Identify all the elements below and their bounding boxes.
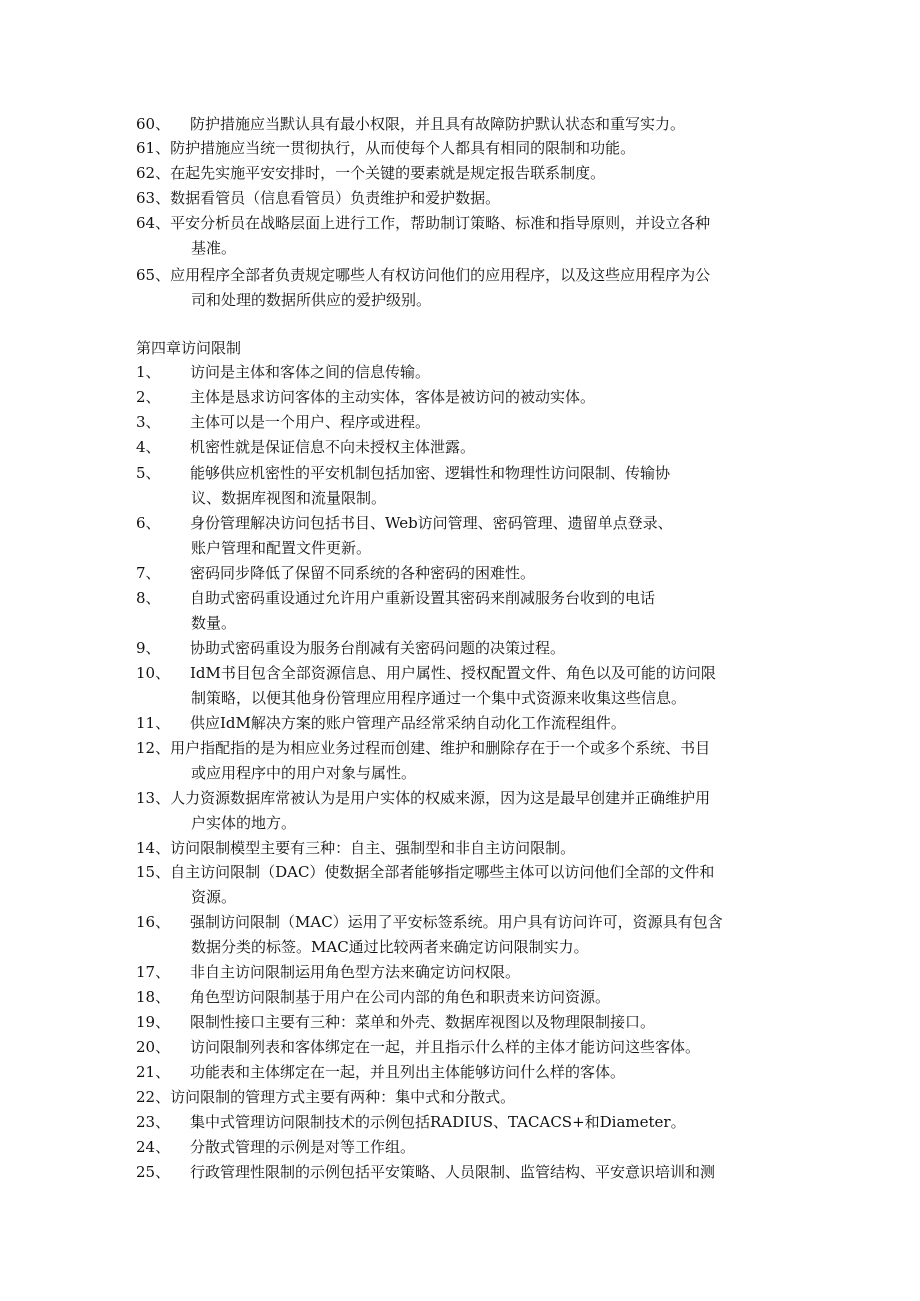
item-continuation: 司和处理的数据所供应的爱护级别。 (191, 291, 432, 309)
item-number: 23、 (136, 1113, 171, 1131)
item-text: 强制访问限制（MAC）运用了平安标签系统。用户具有访问许可，资源具有包含 (190, 913, 723, 931)
list-item (136, 1035, 796, 1060)
list-item (136, 136, 796, 161)
item-number: 4、 (136, 438, 161, 456)
item-continuation: 基准。 (191, 239, 237, 257)
item-number: 6、 (136, 514, 161, 532)
item-continuation: 或应用程序中的用户对象与属性。 (191, 764, 417, 782)
item-number: 2、 (136, 388, 161, 406)
item-text: 能够供应机密性的平安机制包括加密、逻辑性和物理性访问限制、传输协 (190, 464, 671, 482)
item-text: 访问是主体和客体之间的信息传输。 (190, 363, 431, 381)
item-number: 25、 (136, 1163, 171, 1181)
item-text: 应用程序全部者负责规定哪些人有权访问他们的应用程序，以及这些应用程序为公 (170, 266, 711, 284)
list-item (136, 786, 796, 836)
item-text: 自助式密码重设通过允许用户重新设置其密码来削减服务台收到的电话 (190, 589, 656, 607)
list-item (136, 1160, 796, 1185)
item-text: 主体可以是一个用户、程序或进程。 (190, 413, 431, 431)
item-continuation: 数据分类的标签。MAC通过比较两者来确定访问限制实力。 (191, 938, 589, 956)
item-number: 17、 (136, 963, 171, 981)
item-number: 11、 (136, 714, 171, 732)
item-text: 机密性就是保证信息不向未授权主体泄露。 (190, 438, 476, 456)
list-item (136, 636, 796, 661)
item-continuation: 议、数据库视图和流量限制。 (191, 489, 387, 507)
item-number: 14、 (136, 839, 171, 857)
list-item (136, 112, 796, 137)
item-number: 21、 (136, 1063, 171, 1081)
list-item (136, 511, 796, 561)
list-item (136, 1060, 796, 1085)
item-text: 主体是恳求访问客体的主动实体，客体是被访问的被动实体。 (190, 388, 596, 406)
list-item (136, 435, 796, 460)
item-number: 16、 (136, 913, 171, 931)
list-item (136, 410, 796, 435)
item-continuation: 数量。 (191, 614, 237, 632)
item-text: 防护措施应当默认具有最小权限，并且具有故障防护默认状态和重写实力。 (190, 115, 686, 133)
list-item (136, 461, 796, 511)
item-text: 在起先实施平安安排时，一个关键的要素就是规定报告联系制度。 (170, 164, 606, 182)
item-continuation: 制策略，以便其他身份管理应用程序通过一个集中式资源来收集这些信息。 (191, 689, 687, 707)
list-item (136, 586, 796, 636)
list-item (136, 211, 796, 261)
list-item (136, 263, 796, 313)
item-number: 60、 (136, 115, 171, 133)
item-continuation: 户实体的地方。 (191, 814, 297, 832)
item-text: 人力资源数据库常被认为是用户实体的权威来源，因为这是最早创建并正确维护用 (170, 789, 711, 807)
item-text: 用户指配指的是为相应业务过程而创建、维护和删除存在于一个或多个系统、书目 (170, 739, 711, 757)
list-item (136, 711, 796, 736)
item-number: 20、 (136, 1038, 171, 1056)
list-item (136, 385, 796, 410)
list-item (136, 186, 796, 211)
item-text: IdM书目包含全部资源信息、用户属性、授权配置文件、角色以及可能的访问限 (190, 664, 716, 682)
item-number: 12、 (136, 739, 171, 757)
item-number: 62、 (136, 164, 171, 182)
item-number: 63、 (136, 189, 171, 207)
list-item (136, 661, 796, 711)
item-text: 防护措施应当统一贯彻执行，从而使每个人都具有相同的限制和功能。 (170, 139, 636, 157)
item-text: 密码同步降低了保留不同系统的各种密码的困难性。 (190, 564, 536, 582)
item-number: 5、 (136, 464, 161, 482)
chapter-heading: 第四章访问限制 (136, 339, 242, 357)
item-text: 协助式密码重设为服务台削减有关密码问题的决策过程。 (190, 639, 566, 657)
item-number: 3、 (136, 413, 161, 431)
list-item (136, 960, 796, 985)
item-text: 集中式管理访问限制技术的示例包括RADIUS、TACACS+和Diameter。 (190, 1113, 686, 1131)
item-text: 访问限制模型主要有三种：自主、强制型和非自主访问限制。 (170, 839, 576, 857)
item-continuation: 资源。 (191, 888, 237, 906)
list-item (136, 161, 796, 186)
item-continuation: 账户管理和配置文件更新。 (191, 539, 372, 557)
item-number: 7、 (136, 564, 161, 582)
item-text: 自主访问限制（DAC）使数据全部者能够指定哪些主体可以访问他们全部的文件和 (170, 863, 715, 881)
list-item (136, 1010, 796, 1035)
item-number: 1、 (136, 363, 161, 381)
list-item (136, 1085, 796, 1110)
item-number: 9、 (136, 639, 161, 657)
list-item (136, 860, 796, 910)
item-number: 22、 (136, 1088, 171, 1106)
item-number: 15、 (136, 863, 171, 881)
item-text: 非自主访问限制运用角色型方法来确定访问权限。 (190, 963, 521, 981)
list-item (136, 360, 796, 385)
item-number: 10、 (136, 664, 171, 682)
item-text: 平安分析员在战略层面上进行工作，帮助制订策略、标准和指导原则，并设立各种 (170, 214, 711, 232)
item-text: 功能表和主体绑定在一起，并且列出主体能够访问什么样的客体。 (190, 1063, 626, 1081)
item-text: 身份管理解决访问包括书目、Web访问管理、密码管理、遗留单点登录、 (190, 514, 673, 532)
item-text: 数据看管员（信息看管员）负责维护和爱护数据。 (170, 189, 501, 207)
item-number: 13、 (136, 789, 171, 807)
list-item (136, 985, 796, 1010)
item-text: 供应IdM解决方案的账户管理产品经常采纳自动化工作流程组件。 (190, 714, 626, 732)
item-text: 访问限制列表和客体绑定在一起，并且指示什么样的主体才能访问这些客体。 (190, 1038, 701, 1056)
item-number: 61、 (136, 139, 171, 157)
item-text: 分散式管理的示例是对等工作组。 (190, 1138, 416, 1156)
item-number: 65、 (136, 266, 171, 284)
item-text: 限制性接口主要有三种：菜单和外壳、数据库视图以及物理限制接口。 (190, 1013, 656, 1031)
list-item (136, 736, 796, 786)
list-item (136, 1135, 796, 1160)
list-item (136, 836, 796, 861)
item-number: 8、 (136, 589, 161, 607)
list-item (136, 1110, 796, 1135)
list-item (136, 561, 796, 586)
item-number: 19、 (136, 1013, 171, 1031)
item-number: 64、 (136, 214, 171, 232)
item-number: 18、 (136, 988, 171, 1006)
list-item (136, 910, 796, 960)
item-text: 行政管理性限制的示例包括平安策略、人员限制、监管结构、平安意识培训和测 (190, 1163, 716, 1181)
item-text: 角色型访问限制基于用户在公司内部的角色和职责来访问资源。 (190, 988, 611, 1006)
item-number: 24、 (136, 1138, 171, 1156)
item-text: 访问限制的管理方式主要有两种：集中式和分散式。 (170, 1088, 516, 1106)
